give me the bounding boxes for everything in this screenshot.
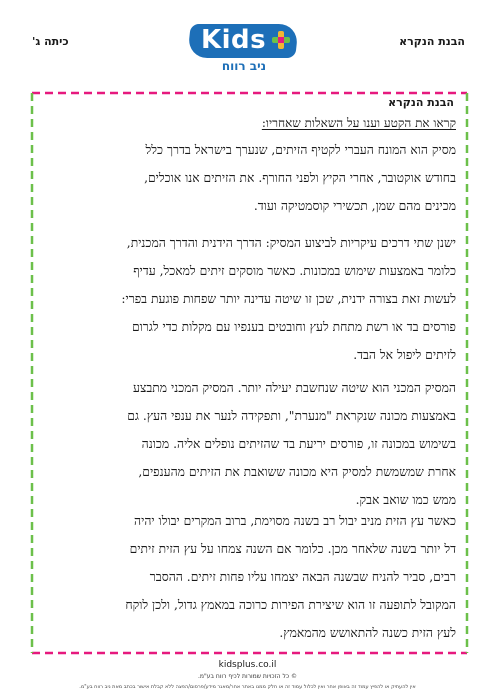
paragraph-line: כלומר באמצעות שימוש במכונות. כאשר מוסקים זיתים למאכל, עדיף (133, 264, 456, 278)
paragraph-3 (44, 374, 456, 514)
paragraph-2 (44, 229, 456, 369)
worksheet-title: הבנת הנקרא (399, 35, 465, 48)
plus-icon (271, 30, 291, 50)
logo-subtitle: ניב רווח (221, 59, 267, 73)
paragraph-line: אחרת שמשמשת למסיק היא מכונה ששואבת את הזיתים מהענפים, (138, 465, 456, 479)
reading-passage (40, 94, 460, 650)
paragraph-line: לזיתים ליפול אל הבד. (353, 348, 456, 362)
logo-word: Kids (201, 25, 267, 55)
paragraph-line: כאשר עץ הזית מניב יבול רב בשנה מסוימת, ברוב המקרים יבולו יהיה (134, 514, 456, 528)
paragraph-line: דל יותר בשנה שלאחר מכן. כלומר אם השנה צמחו על עץ הזית זיתים (129, 542, 456, 556)
footer-copyright: © כל הזכויות שמורות לכיף רווח בע"מ. (198, 673, 297, 680)
paragraph-line: בחודש אוקטובר, אחרי הקיץ ולפני החורף. את הזיתים אנו אוכלים, (144, 171, 456, 185)
paragraph-line: לעשות זאת בצורה ידנית, שכן זו שיטה עדינה יותר שפחות פוגעת בפרי: (121, 292, 456, 306)
paragraph-line: מכינים מהם שמן, תכשירי קוסמטיקה ועוד. (253, 199, 456, 213)
paragraph-line: מסיק הוא המונח העברי לקטיף הזיתים, שנערך בישראל בדרך כלל (145, 143, 456, 157)
paragraph-1 (44, 136, 456, 220)
footer-legal-notice: אין להעתיק או להפיץ עמוד זה באופן אחר ואין לכלול עמוד זה או חלק ממנו באתר אחר/מאגר מידע/פרסום/הפצה ללא קבלת אישור בכתב מאת ניב רווח בע"מ. (79, 684, 416, 690)
paragraph-line: רבים, סביר להניח שבשנה הבאה יצמחו עליו פחות זיתים. ההסבר (149, 570, 456, 584)
footer-url[interactable]: kidsplus.co.il (218, 660, 277, 670)
section-title: הבנת הנקרא (388, 96, 454, 109)
instruction-text: קראו את הקטע וענו על השאלות שאחריו: (261, 116, 456, 130)
paragraph-line: לעץ הזית כשנה להתאושש מהמאמץ. (279, 626, 456, 640)
paragraph-4 (44, 507, 456, 647)
grade-label: כיתה ג' (32, 35, 69, 48)
paragraph-line: המסיק המכני הוא שיטה שנחשבת יעילה יותר. המסיק המכני מתבצע (132, 381, 456, 395)
paragraph-line: פורסים בד או רשת מתחת לעץ וחובטים בענפיו עם מקלות כדי לגרום (131, 320, 456, 334)
paragraph-line: ישנן שתי דרכים עיקריות לביצוע המסיק: הדרך הידנית והדרך המכנית, (126, 236, 456, 250)
paragraph-line: ממש כמו שואב אבק. (355, 493, 456, 507)
paragraph-line: באמצעות מכונה שנקראת "מנערת", ותפקידה לנער את ענפי העץ. גם (127, 409, 456, 423)
paragraph-line: בשימוש במכונה זו, פורסים יריעת בד שהזיתים נופלים אליה. מכונה (141, 437, 456, 451)
kids-plus-logo (185, 24, 303, 78)
paragraph-line: המקובל לתופעה זו הוא שיצירת הפירות כרוכה במאמץ גדול, ולכן לוקח (125, 598, 456, 612)
